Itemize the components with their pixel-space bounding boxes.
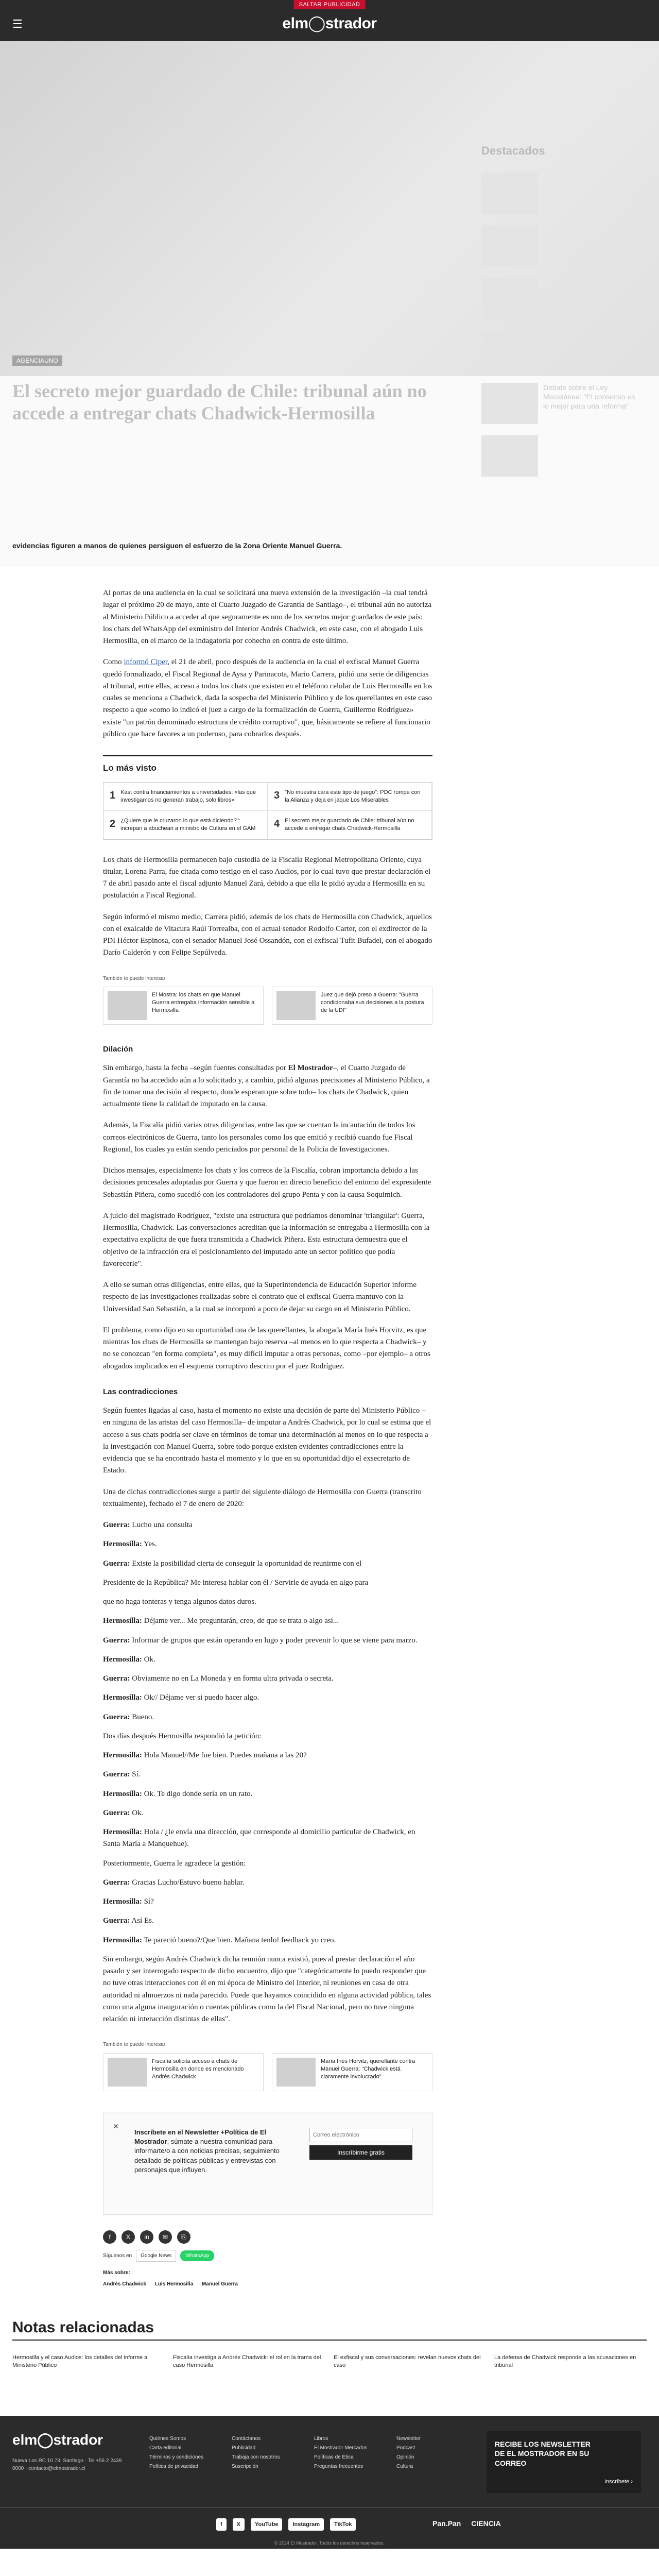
footer-bottom [0,2507,659,2549]
most-viewed-text: El secreto mejor guardado de Chile: tribunal aún no accede a entregar chats Chadwick-Hermosilla [285,818,414,832]
message: Sí? [142,1897,154,1906]
hero-overlay [0,41,659,567]
paragraph: Al portas de una audiencia en la cual se solicitará una nueva extensión de la investigación –la cual tendrá lugar el próximo 20 de mayo, ante el Cuarto Juzgado de Garantía de Santiago–, el tribunal aún no autoriza al Ministerio Público a acceder al que seguramente es uno de los secretos mejor guardados de este país: los chats del WhatsApp del exministro del Interior Andrés Chadwick, en este caso, con el abogado Luis Hermosilla, en el marco de la indagatoria por cohecho en contra de este último. [103,589,432,645]
footer-link[interactable]: Política de privacidad [149,2464,199,2470]
paragraph: Según informó el mismo medio, Carrera pidió, además de los chats de Hermosilla con Chadwick, aquellos con el exalcalde de Vitacura Raúl Torrealba, con el actual senador Rodolfo Carter, con el exdirector de la PDI Héctor Espinosa, con el senador Manuel José Ossandón, con el exfiscal Tufit Bufadel, con el abogado Darío Calderón y con Felipe Sepúlveda. [103,912,432,957]
site-header [0,0,659,41]
chat-line: Guerra: Informar de grupos que están operando en lugo y poder prevenir lo que se viene para marzo. [103,1636,418,1645]
paragraph: Según fuentes ligadas al caso, hasta el momento no existe una decisión de parte del Ministerio Público –en ninguna de las aristas del caso Hermosilla– de imputar a Andrés Chadwick, por lo cual se estima que el acceso a sus chats podría ser clave en términos de tomar una determinación al menos en lo que respecta a la investigación con Manuel Guerra, sobre todo porque existen evidentes contradicciones entre la evidencia que se ha encontrado hasta el momento y lo que en su oportunidad dijo el exsecretario de Estado. [103,1406,431,1475]
social-links [216,2518,356,2531]
chat-line: Hermosilla: Ok. [103,1655,155,1664]
most-viewed-text: Kast contra financiamientos a universidades: «las que investigamos no generan trabajo, solo libros» [120,789,256,804]
footer-link[interactable]: Quiénes Somos [149,2436,186,2442]
chat-line [103,1596,432,1608]
tags-label: Más sobre: [103,2270,130,2276]
speaker: Hermosilla [103,1936,140,1944]
footer-link[interactable]: Podcast [396,2445,415,2451]
message: Existe la posibilidad cierta de conseguir la oportunidad de reunirme con el [130,1559,362,1568]
footer-links-2 [232,2434,280,2471]
also-read-thumb [276,991,316,1020]
message: Así Es. [130,1917,154,1925]
message: Ok// Déjame ver si puedo hacer algo. [142,1693,259,1702]
footer-link[interactable]: Cultura [396,2464,413,2470]
footer-link[interactable]: Publicidad [232,2445,256,2451]
logo-part-2: strador [53,2432,103,2448]
outlet-name: El Mostrador [288,1064,333,1073]
chat-line: Hermosilla: Hola / ¿le envía una dirección, que corresponde al domicilio particular de Chadwick, en Santa María a Manquehue). [103,1828,415,1849]
speaker: Hermosilla [103,1540,140,1549]
follow-label: Síguenos en [103,2252,132,2259]
chat-line: Hermosilla: Te pareció bueno?/Que bien. Mañana tenlo! feedback yo creo. [103,1936,336,1944]
section-heading: Las contradicciones [103,1387,178,1396]
message: Bueno. [130,1713,154,1721]
footer-link[interactable]: Carta editorial [149,2445,182,2451]
related-notes [12,2319,647,2369]
paragraph: Además, la Fiscalía pidió varias otras diligencias, entre las que se cuentan la incautación de todos los correos electrónicos de Guerra, tanto los personales como los que emitió y recibió cuando fue Fiscal Regional, los cuales ya están siendo periciados por personal de la Policía de Investigaciones. [103,1121,415,1154]
also-read-title: Fiscalía solicita acceso a chats de Hermosilla en donde es mencionado Andrés Chadwick [152,2058,244,2080]
partner-logo[interactable]: CIENCIA [471,2519,501,2528]
speaker: Guerra [103,1559,128,1568]
speaker: Guerra [103,1808,128,1817]
partner-logo[interactable]: Pan.Pan [432,2519,461,2528]
chat-line: Guerra: Ok. [103,1808,144,1817]
related-title: Notas relacionadas [12,2319,647,2341]
youtube-icon[interactable]: YouTube [251,2518,282,2531]
section-heading: Dilación [103,1045,133,1054]
subscribe-button[interactable]: Inscríbirme gratis [309,2145,412,2160]
speaker: Guerra [103,1713,128,1721]
message: Posteriormente, Guerra le agradece la gestión: [103,1859,246,1868]
message: Ok. Te digo donde sería en un rato. [142,1789,253,1798]
also-read-card[interactable] [103,987,264,1025]
message: Déjame ver... Me preguntarán, creo, de que se trata o algo así... [142,1617,339,1625]
related-item[interactable]: El exfiscal y sus conversaciones: revelan nuevos chats del caso [334,2354,481,2369]
chat-line: Hermosilla: Ok// Déjame ver si puedo hacer algo. [103,1693,259,1702]
related-grid [12,2354,647,2369]
also-read-thumb [108,2058,147,2087]
facebook-icon[interactable]: f [103,2230,116,2244]
text: , el 21 de abril, poco después de la audiencia en la cual el exfiscal Manuel Guerra quedó formalizado, el Fiscal Regional de Aysa y Parinacota, Mario Carrera, pidió una serie de diligencias al tribunal, entre ellas, acceso a todos los chats que existen en el teléfono celular de Luis Hermosilla en los cuales se menciona a Chadwick, dada la sospecha del Ministerio Público y de los querellantes en este caso respecto a que «como lo indicó el juez a cargo de la formalización de Guerra, Guillermo Rodríguez» existe "un patrón denominado estructura de crédito corruptivo", que, básicamente se refiere al funcionario público que hace favores a un poderoso, para cobrarlos después. [103,658,432,738]
most-viewed-grid [103,782,432,839]
share-bar [103,2230,432,2244]
paragraph: Sin embargo, según Andrés Chadwick dicha reunión nunca existió, pues al prestar declaración el año pasado y ser interrogado respecto de dicho encuentro, dijo que "categóricamente lo puedo responder que no tuve otras interacciones con él en mi época de Ministro del Interior, ni reuniones en casa de otra autoridad ni almuerzos ni nada parecido. Puede que hayamos coincidido en alguna actividad pública, tales como una alguna inauguración o cuentas públicas como la del Fiscal Nacional, pero no tuve ninguna relación ni interacción distintas de ellas". [103,1955,431,2024]
most-viewed-item[interactable] [103,811,268,839]
footer-link[interactable]: Políticas de Ética [314,2454,354,2461]
footer-links-3 [314,2434,367,2471]
also-read-grid [103,987,432,1025]
paragraph: Dichos mensajes, especialmente los chats y los correos de la Fiscalía, cobran importancia debido a las decisiones procesales adoptadas por Guerra y que fueron en directo beneficio del entorno del expresidente Sebastián Piñera, como sucedió con los controladores del grupo Penta y con la causa Soquimich. [103,1166,431,1199]
speaker: Hermosilla [103,1617,140,1625]
menu-icon[interactable]: ☰ [12,18,23,30]
paragraph: A ello se suman otras diligencias, entre ellas, que la Superintendencia de Educación Superior informe respecto de las investigaciones realizadas sobre el contrato que el exfiscal Guerra mantuvo con la Universidad San Sebastián, a la cual se incorporó a poco de dejar su cargo en el Ministerio Público. [103,1281,417,1313]
copy-link-icon[interactable]: ⎘ [177,2230,190,2244]
footer-link[interactable]: Términos y condiciones [149,2454,204,2461]
rank-number: 3 [274,790,280,802]
linkedin-icon[interactable]: in [140,2230,153,2244]
email-icon[interactable]: ✉ [159,2230,172,2244]
most-viewed [103,755,432,840]
message: Informar de grupos que están operando en lugo y poder prevenir lo que se viene para marzo. [130,1636,418,1645]
chat-line: Hermosilla: Yes. [103,1540,157,1549]
newsletter-signup [103,2112,432,2215]
email-input[interactable] [309,2128,412,2142]
message: Presidente de la República? Me interesa hablar con él / Servirle de ayuda en algo para [103,1578,369,1587]
logo-part-1: elm [12,2432,38,2448]
chat-line: Hermosilla: Sí? [103,1897,154,1906]
chat-line: Guerra: Así Es. [103,1917,154,1925]
chat-line: Guerra: Gracias Lucho/Estuvo bueno hablar. [103,1878,245,1887]
also-read-box [103,2041,432,2091]
message: Hola Manuel//Me fue bien. Puedes mañana a las 20? [142,1751,307,1760]
logo-part-2: strador [325,15,377,32]
message: Ok. [142,1655,155,1664]
chat-transcript [103,1519,432,1946]
article-lead: evidencias figuren a manos de quienes persiguen el esfuerzo de la Zona Oriente Manuel Guerra. [12,541,342,550]
rank-number: 2 [110,818,116,830]
whatsapp-button[interactable]: WhatsApp [180,2250,214,2262]
footer-link[interactable]: Trabaja con nosotros [232,2454,280,2461]
speaker: Hermosilla [103,1751,140,1760]
speaker: Guerra [103,1674,128,1683]
text: Como [103,658,124,667]
footer-address: Nueva Los RC 10 73, Santiago · Tel +56 2 2439 0000 · contacto@elmostrador.cl [12,2458,122,2472]
chat-line: Hermosilla: Ok. Te digo donde sería en un rato. [103,1789,253,1798]
message: que no haga tonteras y tenga algunos datos duros. [103,1598,256,1606]
also-read-card[interactable] [103,2053,264,2091]
chat-line [103,1858,432,1870]
tag-link[interactable]: Manuel Guerra [201,2281,238,2287]
footer-newsletter [487,2431,641,2493]
footer-link[interactable]: Contáctanos [232,2436,261,2442]
footer-subscribe-link[interactable]: Inscríbete › [604,2479,633,2485]
footer-link[interactable]: Suscripción [232,2464,258,2470]
paragraph: El problema, como dijo en su oportunidad una de las querellantes, la abogada María Inés Horvitz, es que mientras los chats de Hermosilla se mantengan bajo reserva –al menos en lo que respecta a Chadwick– y no se conozcan "en forma completa", es muy difícil imputar a otras personas, como –por ejemplo– a otros abogados implicados en el esquema corruptivo descrito por el juez Rodríguez. [103,1326,430,1370]
logo-part-1: elm [282,15,308,32]
chat-line: Guerra: Lucho una consulta [103,1521,193,1530]
chat-line: Guerra: Sí. [103,1770,141,1779]
follow-row [103,2250,432,2262]
paragraph: Una de dichas contradicciones surge a partir del siguiente diálogo de Hermosilla con Guerra (transcrito textualmente), fechado el 7 de enero de 2020: [103,1487,422,1508]
footer-logo[interactable] [12,2431,103,2448]
copyright: © 2024 El Mostrador. Todos los derechos reservados. [274,2540,385,2546]
also-read-card[interactable] [272,2053,432,2091]
rank-number: 1 [110,790,116,802]
chat-line [103,1731,432,1742]
skip-ad-button[interactable]: SALTAR PUBLICIDAD [294,0,366,9]
also-read-grid [103,2053,432,2091]
paragraph [103,1062,432,1110]
also-read-label: También te puede interesar: [103,975,167,981]
paragraph: Los chats de Hermosilla permanecen bajo custodia de la Fiscalía Regional Metropolitana Oriente, cuya titular, Lorena Parra, fue citada como testigo en el caso Audios, por lo cual tuvo que prestar declaración el 7 de abril pasado ante el fiscal adjunto Manuel Zará, debido a que ella le pidió ayuda a Hermosilla en su postulación a Fiscal Regional. [103,855,431,900]
footer-link[interactable]: Libros [314,2436,328,2442]
close-icon[interactable]: ✕ [113,2123,119,2131]
site-footer [0,2416,659,2549]
rank-number: 4 [274,818,280,830]
article-body [103,587,432,2288]
newsletter-desc: , súmate a nuestra comunidad para informarte/o a con noticias precisas, seguimiento detallado de políticas públicas y entrevistas con personajes que influyen. [134,2138,280,2174]
hero-section [0,41,659,567]
message: Lucho una consulta [130,1521,193,1530]
most-viewed-item[interactable] [268,783,432,811]
footer-newsletter-title: RECIBE LOS NEWSLETTER DE EL MOSTRADOR EN SU CORREO [495,2440,591,2467]
also-read-thumb [108,991,147,1020]
text: –, el Cuarto Juzgado de Garantía no ha accedido aún a lo solicitado y, a cambio, pidió algunas precisiones al Ministerio Público, a fin de tomar una decisión al respecto, donde esperan que sobre todo– los chats de Chadwick, quien actualmente tiene la calidad de imputado en la causa. [103,1064,430,1109]
facebook-icon[interactable]: f [216,2518,227,2531]
message: Sí. [130,1770,141,1779]
speaker: Guerra [103,1770,128,1779]
chat-line [103,1577,432,1589]
text: Sin embargo, hasta la fecha –según fuentes consultadas por [103,1064,288,1073]
chat-line: Guerra: Obviamente no en La Moneda y en forma ultra privada o secreta. [103,1674,334,1683]
partner-logos [432,2519,501,2528]
speaker: Guerra [103,1878,128,1887]
message: Hola / ¿le envía una dirección, que corresponde al domicilio particular de Chadwick, en Santa María a Manquehue). [103,1828,415,1849]
instagram-icon[interactable]: Instagram [288,2518,324,2531]
message: Yes. [142,1540,157,1549]
footer-links-4 [396,2434,421,2471]
logo-o-icon: ◯ [308,15,325,32]
message: Dos días después Hermosilla respondió la petición: [103,1732,262,1740]
related-item[interactable]: Hermosilla y el caso Audios: los detalles del informe a Ministerio Público [12,2354,148,2369]
most-viewed-text: ¿Quiere que le cruzaron lo que está diciendo?": increpan a abuchean a ministro de Cultura en el GAM [120,818,256,832]
also-read-card[interactable] [272,987,432,1025]
paragraph: A juicio del magistrado Rodríguez, "existe una estructura que podríamos denominar 'triangular': Guerra, Hermosilla, Chadwick. Las conversaciones acreditan que la información se entregaba a Hermosilla con la expectativa explícita de que fuera transmitida a Chadwick Piñera. Esta estructura demuestra que el objetivo de la infracción era el posicionamiento del imputado ante un sector político que podía favorecerle". [103,1211,430,1268]
speaker: Hermosilla [103,1789,140,1798]
message: Ok. [130,1808,144,1817]
tag-link[interactable]: Luis Hermosilla [154,2281,194,2287]
also-read-thumb [276,2058,316,2087]
footer-links-1 [149,2434,203,2471]
speaker: Guerra [103,1521,128,1530]
chat-line: Guerra: Existe la posibilidad cierta de conseguir la oportunidad de reunirme con el [103,1559,362,1568]
chat-line: Hermosilla: Hola Manuel//Me fue bien. Puedes mañana a las 20? [103,1751,307,1760]
footer-link[interactable]: Newsletter [396,2436,421,2442]
newsletter-text [134,2128,289,2175]
most-viewed-item[interactable] [268,811,432,839]
google-news-button[interactable]: Google News [136,2250,176,2262]
also-read-box [103,975,432,1025]
footer-link[interactable]: El Mostrador Mercados [314,2445,368,2451]
footer-link[interactable]: Opinión [396,2454,414,2461]
tag-link[interactable]: Andrés Chadwick [103,2281,146,2287]
speaker: Guerra [103,1636,128,1645]
also-read-title: Juez que dejó preso a Guerra: "Guerra condicionaba sus decisiones a la postura de la UDI" [321,992,424,1013]
most-viewed-item[interactable] [103,783,268,811]
most-viewed-title: Lo más visto [103,763,157,773]
newsletter-title: Inscríbete en el Newsletter +Política de El Mostrador [134,2128,267,2146]
related-item[interactable]: Fiscalía investiga a Andrés Chadwick: el rol en la trama del caso Hermosilla [173,2354,321,2369]
x-twitter-icon[interactable]: X [122,2230,135,2244]
message: Obviamente no en La Moneda y en forma ultra privada o secreta. [130,1674,334,1683]
tags [103,2269,432,2288]
message: Te pareció bueno?/Que bien. Mañana tenlo! feedback yo creo. [142,1936,336,1944]
also-read-title: María Inés Horvitz, querellante contra Manuel Guerra: "Chadwick está claramente involucrado" [321,2058,415,2080]
also-read-title: El Mostra: los chats en que Manuel Guerra entregaba información sensible a Hermosilla [152,992,255,1013]
related-item[interactable]: La defensa de Chadwick responde a las acusaciones en tribunal [494,2354,636,2369]
also-read-label: También te puede interesar: [103,2042,167,2048]
ciper-link[interactable]: informó Ciper [124,658,168,667]
footer-link[interactable]: Preguntas frecuentes [314,2464,363,2470]
message: Gracias Lucho/Estuvo bueno hablar. [130,1878,245,1887]
chat-line: Hermosilla: Déjame ver... Me preguntarán, creo, de que se trata o algo así... [103,1617,339,1625]
logo-o-icon: ◯ [37,2432,54,2448]
site-logo[interactable] [282,14,376,32]
paragraph [103,656,432,740]
most-viewed-text: "No muestra cara este tipo de juego": PDC rompe con la Alianza y deja en jaque Los Miserables [285,789,421,804]
chat-line: Guerra: Bueno. [103,1713,154,1721]
speaker: Guerra [103,1917,128,1925]
speaker: Hermosilla [103,1897,140,1906]
x-twitter-icon[interactable]: X [233,2518,245,2531]
speaker: Hermosilla [103,1693,140,1702]
speaker: Hermosilla [103,1655,140,1664]
tiktok-icon[interactable]: TikTok [330,2518,356,2531]
speaker: Hermosilla [103,1828,140,1837]
